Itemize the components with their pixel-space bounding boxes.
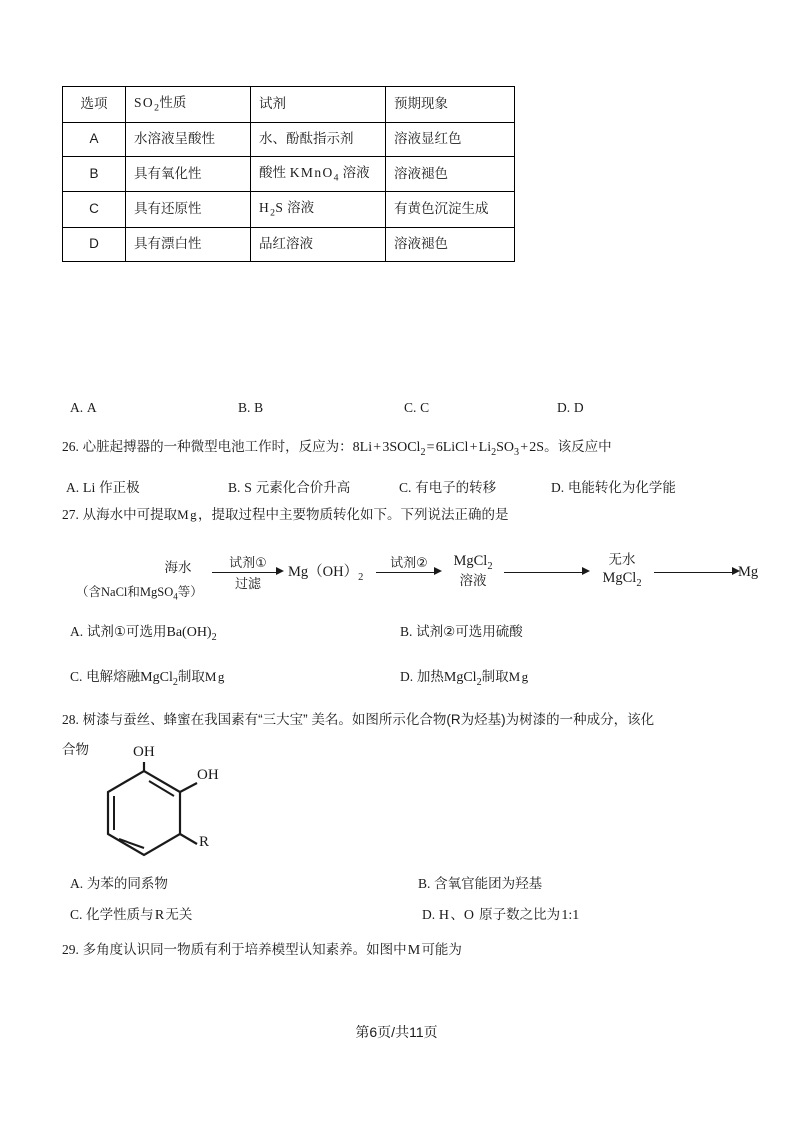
flow-node-mgoh2-main: Mg（OH）	[288, 564, 359, 580]
q25-option-c[interactable]	[404, 400, 429, 416]
label-oh-top: OH	[133, 744, 155, 760]
q27-option-a-text: 试剂①可选用$Ba(OH)_2$	[86, 624, 217, 643]
q25-option-d[interactable]	[557, 400, 584, 416]
q28-option-c-label: C.	[70, 907, 83, 922]
q25-option-c-label: C.	[404, 400, 417, 415]
table-row	[63, 122, 515, 156]
table-row	[63, 192, 515, 228]
so2-property-table	[62, 86, 515, 262]
q25-option-b-text: B	[254, 400, 264, 415]
q25-option-a-label: A.	[70, 400, 84, 415]
question-26-stem-before: 心脏起搏器的一种微型电池工作时，反应为：	[82, 439, 353, 454]
q27-option-a[interactable]	[70, 620, 217, 643]
q27-option-b-text: 试剂②可选用硫酸	[416, 624, 523, 639]
q27-option-c-text: 电解熔融MgCl$_2$制取Mg	[86, 669, 226, 688]
flow-arrow-3	[504, 552, 590, 592]
table-header-option: 选项	[63, 87, 126, 123]
flow-node4-formula-wrap	[592, 569, 652, 590]
row-option-c: C	[63, 192, 126, 228]
q27-option-a-label: A.	[70, 624, 84, 639]
double-bond-3	[149, 781, 174, 796]
q26-option-b-label: B.	[228, 480, 241, 495]
q27-option-c-label: C.	[70, 669, 83, 684]
label-oh-right: OH	[197, 767, 219, 783]
flow-arrow-2	[376, 552, 442, 592]
kmno4-formula: KMnO	[289, 164, 334, 180]
q25-option-d-text: D	[573, 400, 584, 415]
so2-header-tail: 性质	[159, 95, 187, 110]
table-row	[63, 156, 515, 192]
row-d-property: 具有漂白性	[126, 228, 251, 262]
benzene-ring	[108, 771, 180, 855]
question-27-number: 27.	[62, 507, 79, 522]
flow-node-mgoh2-sub: 2	[358, 571, 364, 583]
row-c-reagent-suffix: 溶液	[283, 200, 315, 216]
question-28-stem-line1	[62, 710, 654, 730]
table-header-reagent: 试剂	[251, 87, 386, 123]
q26-option-d-label: D.	[551, 480, 565, 495]
question-27-stem-after: ，提取过程中主要物质转化如下。下列说法正确的是	[198, 507, 509, 522]
row-b-property: 具有氧化性	[126, 156, 251, 192]
flow-node-mgcl2-solution	[444, 552, 502, 590]
flow-node-anhydrous-mgcl2	[592, 552, 652, 590]
flow-arrow-1	[212, 552, 284, 592]
q26-option-d[interactable]	[551, 476, 676, 496]
q28-option-a-label: A.	[70, 876, 84, 891]
question-29-stem-text: 多角度认识同一物质有利于培养模型认知素养。如图中 M 可能为	[82, 942, 462, 958]
h2s-subscript: 2	[270, 208, 276, 220]
mg-extraction-flow-diagram	[62, 548, 759, 608]
bond-to-oh-right	[180, 783, 197, 792]
catechol-svg	[66, 762, 246, 867]
q28-option-d[interactable]	[422, 903, 579, 924]
flow-arrow-1-above: 试剂①	[229, 555, 267, 570]
row-option-a: A	[63, 122, 126, 156]
q25-option-b[interactable]	[238, 400, 263, 416]
question-29-stem	[62, 940, 462, 961]
bond-to-r	[180, 834, 197, 844]
table-header-property	[126, 87, 251, 123]
row-c-reagent	[251, 192, 386, 228]
row-a-reagent: 水、酚酞指示剂	[251, 122, 386, 156]
q27-option-b[interactable]	[400, 620, 523, 640]
row-b-phenomenon: 溶液褪色	[386, 156, 515, 192]
q26-option-a[interactable]	[66, 476, 140, 497]
table-header-row	[63, 87, 515, 123]
question-28-number: 28.	[62, 712, 79, 727]
question-27-mg-symbol: Mg	[177, 507, 198, 522]
flow-node-mgcl2-label: 溶液	[459, 572, 487, 588]
q27-option-d-label: D.	[400, 669, 414, 684]
flow-node-seawater-note	[76, 582, 203, 602]
question-27-stem	[62, 505, 509, 525]
q27-option-d[interactable]	[400, 665, 529, 688]
row-a-property: 水溶液呈酸性	[126, 122, 251, 156]
flow-node4-sub: 2	[636, 577, 642, 589]
flow-node-mg: Mg	[738, 564, 759, 580]
q26-option-a-label: A.	[66, 480, 80, 495]
q28-option-c-text: 化学性质与 R 无关	[86, 907, 193, 923]
q26-option-c[interactable]	[399, 476, 496, 496]
q25-option-a[interactable]	[70, 400, 97, 416]
label-r-group: R	[199, 834, 210, 850]
flow-arrow-1-below: 过滤	[234, 576, 261, 591]
question-28-stem-text1: 树漆与蚕丝、蜂蜜在我国素有“三大宝” 美名。如图所示化合物(R为烃基)为树漆的一种成分，该化	[82, 712, 655, 727]
q25-option-b-label: B.	[238, 400, 251, 415]
row-b-reagent-prefix: 酸性	[259, 164, 290, 180]
flow-node-mgcl2-formula	[444, 552, 502, 573]
flow-node-seawater: 海水	[164, 560, 192, 575]
question-26-number: 26.	[62, 439, 79, 454]
q25-option-d-label: D.	[557, 400, 571, 415]
q28-option-d-label: D.	[422, 907, 436, 922]
table-row	[63, 228, 515, 262]
flow-node-mgoh2	[288, 563, 363, 584]
row-b-reagent	[251, 156, 386, 192]
q27-option-d-text: 加热MgCl$_2$制取Mg	[416, 669, 530, 688]
flow-note-open: （含	[76, 585, 102, 599]
q25-option-a-text: A	[86, 400, 97, 415]
so2-subscript: 2	[154, 102, 160, 114]
question-28-stem-line2: 合物	[62, 742, 89, 757]
flow-node4-label: 无水	[608, 552, 636, 567]
q25-option-c-text: C	[420, 400, 430, 415]
row-c-property: 具有还原性	[126, 192, 251, 228]
page-footer: 第6页/共11页	[355, 1024, 438, 1040]
q27-option-c[interactable]	[70, 665, 226, 688]
h2s-formula-s: S	[275, 200, 284, 216]
q26-option-c-text: 有电子的转移	[415, 480, 497, 495]
kmno4-subscript: 4	[333, 172, 339, 184]
q28-option-d-text: H、O 原子数之比为 1:1	[438, 907, 580, 923]
q28-option-a[interactable]	[70, 872, 168, 892]
flow-node3-sub: 2	[487, 560, 493, 572]
q26-option-a-text: Li 作正极	[82, 480, 140, 496]
row-d-phenomenon: 溶液褪色	[386, 228, 515, 262]
q28-option-c[interactable]	[70, 903, 192, 924]
question-26-equation: 8Li + 3SOCl$_2$ = 6LiCl + $Li_2SO_3$ + 2S	[352, 440, 545, 458]
flow-note-chem: NaCl和MgSO	[101, 585, 174, 599]
row-b-reagent-suffix: 溶液	[338, 164, 370, 180]
flow-note-sub: 4	[173, 591, 178, 602]
question-29-number: 29.	[62, 942, 79, 957]
h2s-formula-h: H	[259, 200, 271, 216]
q28-option-a-text: 为苯的同系物	[86, 876, 168, 891]
row-d-reagent: 品红溶液	[251, 228, 386, 262]
row-a-phenomenon: 溶液显红色	[386, 122, 515, 156]
q26-option-d-text: 电能转化为化学能	[567, 480, 676, 495]
q26-option-b-text: S 元素化合价升高	[244, 480, 351, 496]
row-option-d: D	[63, 228, 126, 262]
question-26-stem	[62, 437, 612, 460]
flow-arrow-2-above: 试剂②	[390, 555, 428, 570]
so2-property-table-wrap	[62, 86, 515, 262]
flow-node3-formula: MgCl	[453, 553, 488, 569]
q27-option-b-label: B.	[400, 624, 413, 639]
row-c-phenomenon: 有黄色沉淀生成	[386, 192, 515, 228]
flow-node4-formula: MgCl	[602, 569, 637, 586]
q28-option-b-label: B.	[418, 876, 431, 891]
q26-option-b[interactable]	[228, 476, 350, 497]
flow-arrow-4	[654, 552, 740, 592]
row-option-b: B	[63, 156, 126, 192]
flow-note-close: 等）	[177, 585, 203, 599]
question-27-stem-before: 从海水中可提取	[82, 507, 178, 522]
q28-option-b-text: 含氧官能团为羟基	[434, 876, 543, 891]
q28-option-b[interactable]	[418, 872, 542, 892]
table-header-phenomenon: 预期现象	[386, 87, 515, 123]
question-26-stem-after: 。该反应中	[544, 439, 612, 454]
q26-option-c-label: C.	[399, 480, 412, 495]
so2-formula: SO	[134, 95, 155, 110]
